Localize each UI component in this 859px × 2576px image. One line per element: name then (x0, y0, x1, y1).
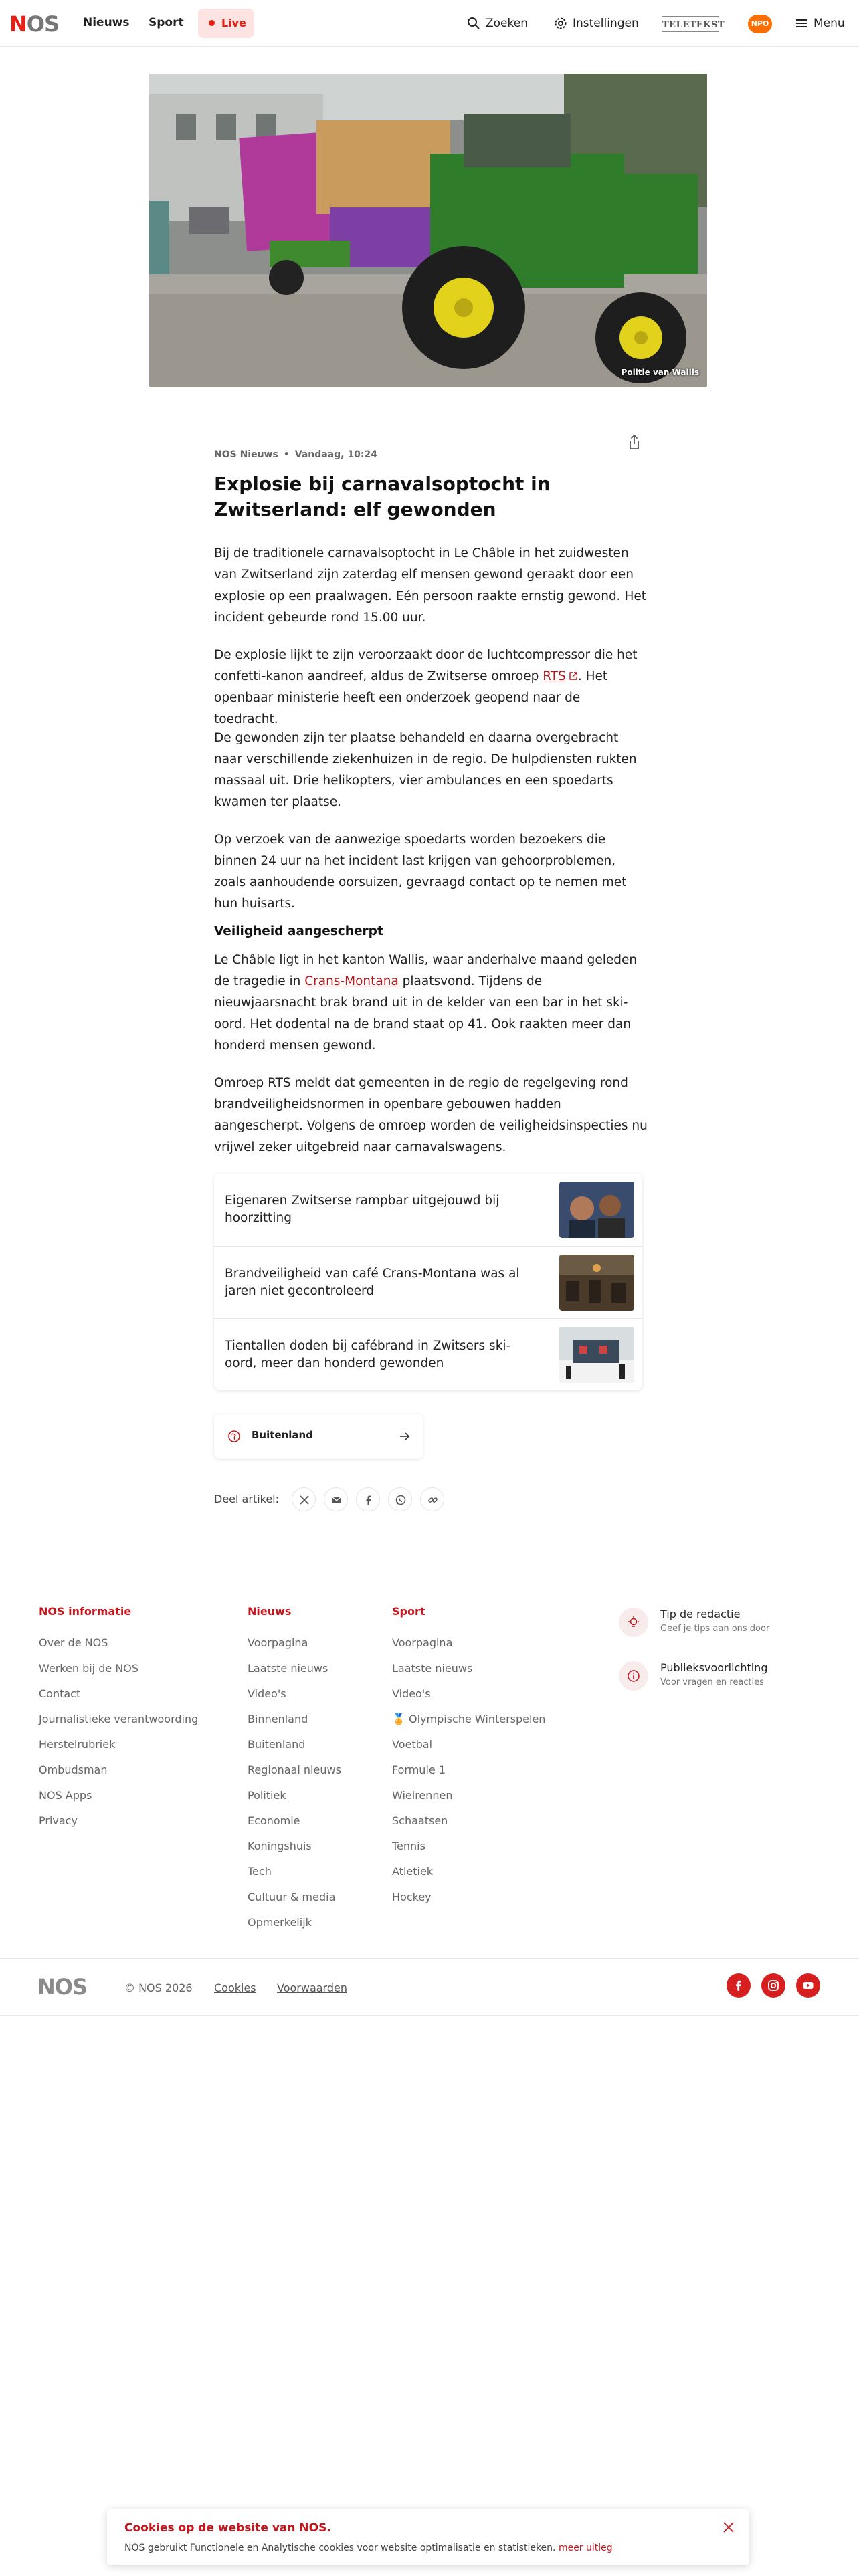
whatsapp-icon (395, 1495, 406, 1505)
meta-separator: • (283, 449, 290, 460)
settings-button[interactable]: Instellingen (554, 16, 641, 32)
footer-link[interactable]: Contact (39, 1687, 81, 1700)
footer-link[interactable]: NOS Apps (39, 1789, 92, 1802)
footer-link[interactable]: Tennis (392, 1840, 425, 1852)
footer-link[interactable]: Koningshuis (248, 1840, 312, 1852)
gear-icon (554, 17, 567, 30)
photo-credit: Politie van Wallis (621, 368, 699, 377)
footer-link[interactable]: Schaatsen (392, 1814, 448, 1827)
footer-link[interactable]: Voorpagina (248, 1636, 308, 1649)
footer-link[interactable]: Formule 1 (392, 1763, 446, 1776)
nav-nieuws[interactable]: Nieuws (83, 16, 130, 29)
footer-link[interactable]: Video's (248, 1687, 286, 1700)
article-title: Explosie bij carnavalsoptocht in Zwitserland: elf gewonden (214, 473, 551, 520)
footer-link[interactable]: 🏅 Olympische Winterspelen (392, 1713, 546, 1725)
teletekst-link[interactable]: TELETEKST (662, 16, 719, 32)
cookies-link[interactable]: Cookies (214, 1981, 256, 1994)
site-header (0, 0, 859, 47)
related-thumbnail-2 (559, 1255, 634, 1311)
share-facebook-button[interactable] (356, 1487, 380, 1511)
instagram-social-button[interactable] (761, 1973, 785, 1998)
footer-link[interactable]: Werken bij de NOS (39, 1662, 139, 1675)
nav-sport[interactable]: Sport (149, 16, 184, 29)
article-source: NOS Nieuws (214, 449, 278, 460)
footer-link[interactable]: Ombudsman (39, 1763, 108, 1776)
footer-link[interactable]: Politiek (248, 1789, 286, 1802)
footer-link[interactable]: Economie (248, 1814, 300, 1827)
youtube-social-button[interactable] (796, 1973, 820, 1998)
footer-link[interactable]: Over de NOS (39, 1636, 108, 1649)
instagram-icon (767, 1979, 779, 1992)
search-icon (467, 17, 480, 30)
footer-link[interactable]: Privacy (39, 1814, 78, 1827)
article-subheading: Veiligheid aangescherpt (214, 924, 383, 938)
footer-nos-logo[interactable]: NOS (37, 1974, 88, 2000)
footer-link[interactable]: Video's (392, 1687, 431, 1700)
cookie-title: Cookies op de website van NOS. (124, 2521, 331, 2535)
footer-link[interactable]: Voetbal (392, 1738, 433, 1751)
footer-link[interactable]: Laatste nieuws (392, 1662, 473, 1675)
footer-heading: NOS informatie (39, 1605, 132, 1618)
footer-link[interactable]: Binnenland (248, 1713, 308, 1725)
nos-logo[interactable]: NOS (9, 11, 60, 37)
footer-col-nos-informatie (39, 1605, 198, 1834)
live-button[interactable]: Live (198, 9, 254, 38)
article-paragraph-1: Bij de traditionele carnavalsoptocht in Le Châble in het zuidwesten van Zwitserland zijn zaterdag elf mensen gewond geraakt door een explosie op een praalwagen. Eén persoon raakte ernstig gewond. Het incident gebeurde rond 15.00 uur. (214, 546, 646, 625)
facebook-social-button[interactable] (727, 1973, 751, 1998)
article-meta (214, 449, 377, 460)
footer-bottom-bar (0, 1958, 859, 2016)
arrow-right-icon (399, 1430, 411, 1442)
live-dot-icon (209, 20, 215, 26)
external-link-icon (569, 671, 578, 681)
crans-montana-link[interactable]: Crans-Montana (304, 974, 399, 988)
publieksvoorlichting-link[interactable]: Publieksvoorlichting Voor vragen en reacties (619, 1658, 820, 1696)
info-icon (619, 1661, 648, 1691)
share-x-button[interactable] (292, 1487, 316, 1511)
article-paragraph-4: Op verzoek van de aanwezige spoedarts worden bezoekers die binnen 24 uur na het incident last krijgen van gehoorproblemen, zoals aanhoudende oorsuizen, gevraagd contact op te nemen met hun huisarts. (214, 833, 627, 911)
related-thumbnail-1 (559, 1182, 634, 1238)
hero-photo (149, 74, 707, 387)
npo-logo[interactable]: NPO (748, 15, 772, 33)
topic-link-buitenland[interactable]: Buitenland (214, 1414, 423, 1459)
cookie-body: NOS gebruikt Functionele en Analytische cookies voor website optimalisatie en statistieken. meer uitleg (124, 2543, 613, 2553)
footer-link[interactable]: Wielrennen (392, 1789, 453, 1802)
footer-link[interactable]: Voorpagina (392, 1636, 453, 1649)
cookie-more-link[interactable]: meer uitleg (558, 2543, 613, 2553)
article-paragraph-5: Le Châble ligt in het kanton Wallis, waar anderhalve maand geleden de tragedie in Crans-Montana plaatsvond. Tijdens de nieuwjaarsnacht brak brand uit in de kelder van een bar in het ski-oord. Het dodental na de brand staat op 41. Ook raakten meer dan honderd mensen gewond. (214, 953, 638, 1053)
facebook-icon (363, 1495, 374, 1505)
footer-link[interactable]: Cultuur & media (248, 1891, 336, 1903)
footer-link[interactable]: Regionaal nieuws (248, 1763, 341, 1776)
article-paragraph-6: Omroep RTS meldt dat gemeenten in de regio de regelgeving rond brandveiligheidsnormen in openbare gebouwen hadden aangescherpt. Volgens de omroep worden de veiligheidsinspecties nu vrijwel zeker uitgebreid naar carnavalswagens. (214, 1076, 648, 1154)
lightbulb-icon (619, 1608, 648, 1637)
tip-de-redactie-link[interactable]: Tip de redactie Geef je tips aan ons door (619, 1605, 820, 1642)
related-article-3[interactable]: Tientallen doden bij cafébrand in Zwitsers ski-oord, meer dan honderd gewonden (214, 1318, 642, 1390)
footer-link[interactable]: Buitenland (248, 1738, 306, 1751)
link-icon (427, 1495, 438, 1505)
globe-icon (227, 1430, 241, 1443)
share-icon (625, 433, 644, 451)
mail-icon (331, 1495, 342, 1505)
related-thumbnail-3 (559, 1327, 634, 1383)
footer-col-nieuws (248, 1605, 341, 1935)
search-button[interactable]: Zoeken (467, 16, 530, 32)
copyright: © NOS 2026 (124, 1981, 193, 1994)
hamburger-icon (795, 17, 808, 30)
x-icon (299, 1495, 310, 1505)
share-button[interactable] (625, 433, 644, 451)
related-article-1[interactable]: Eigenaren Zwitserse rampbar uitgejouwd bij hoorzitting (214, 1174, 642, 1246)
article-paragraph-3: De gewonden zijn ter plaatse behandeld en daarna overgebracht naar verschillende ziekenhuizen in de regio. De hulpdiensten rukten massaal uit. Drie helikopters, vier ambulances en een spoedarts kwamen ter plaatse. (214, 731, 637, 809)
footer-link[interactable]: Hockey (392, 1891, 432, 1903)
youtube-icon (802, 1979, 814, 1992)
footer-link[interactable]: Atletiek (392, 1865, 434, 1878)
footer-heading: Sport (392, 1605, 425, 1618)
cookie-banner (107, 2509, 749, 2565)
article-time: Vandaag, 10:24 (294, 449, 377, 460)
footer-link[interactable]: Opmerkelijk (248, 1916, 312, 1929)
related-article-2[interactable]: Brandveiligheid van café Crans-Montana was al jaren niet gecontroleerd (214, 1246, 642, 1318)
share-email-button[interactable] (324, 1487, 348, 1511)
related-articles (214, 1174, 642, 1390)
rts-link[interactable]: RTS (543, 669, 566, 683)
voorwaarden-link[interactable]: Voorwaarden (277, 1981, 347, 1994)
footer-link[interactable]: Tech (248, 1865, 272, 1878)
menu-button[interactable]: Menu (795, 16, 851, 32)
footer-link[interactable]: Journalistieke verantwoording (39, 1713, 199, 1725)
hero-image (149, 74, 707, 387)
article-paragraph-2: De explosie lijkt te zijn veroorzaakt door de luchtcompressor die het confetti-kanon aandreef, aldus de Zwitserse omroep RTS . Het openbaar ministerie heeft een onderzoek geopend naar de toedracht. (214, 648, 638, 726)
share-copy-link-button[interactable] (420, 1487, 444, 1511)
footer-link[interactable]: Herstelrubriek (39, 1738, 116, 1751)
footer-heading: Nieuws (248, 1605, 292, 1618)
footer-link[interactable]: Laatste nieuws (248, 1662, 328, 1675)
facebook-icon (733, 1979, 745, 1992)
close-icon[interactable] (721, 2520, 736, 2535)
footer-col-sport (392, 1605, 545, 1910)
share-whatsapp-button[interactable] (388, 1487, 412, 1511)
